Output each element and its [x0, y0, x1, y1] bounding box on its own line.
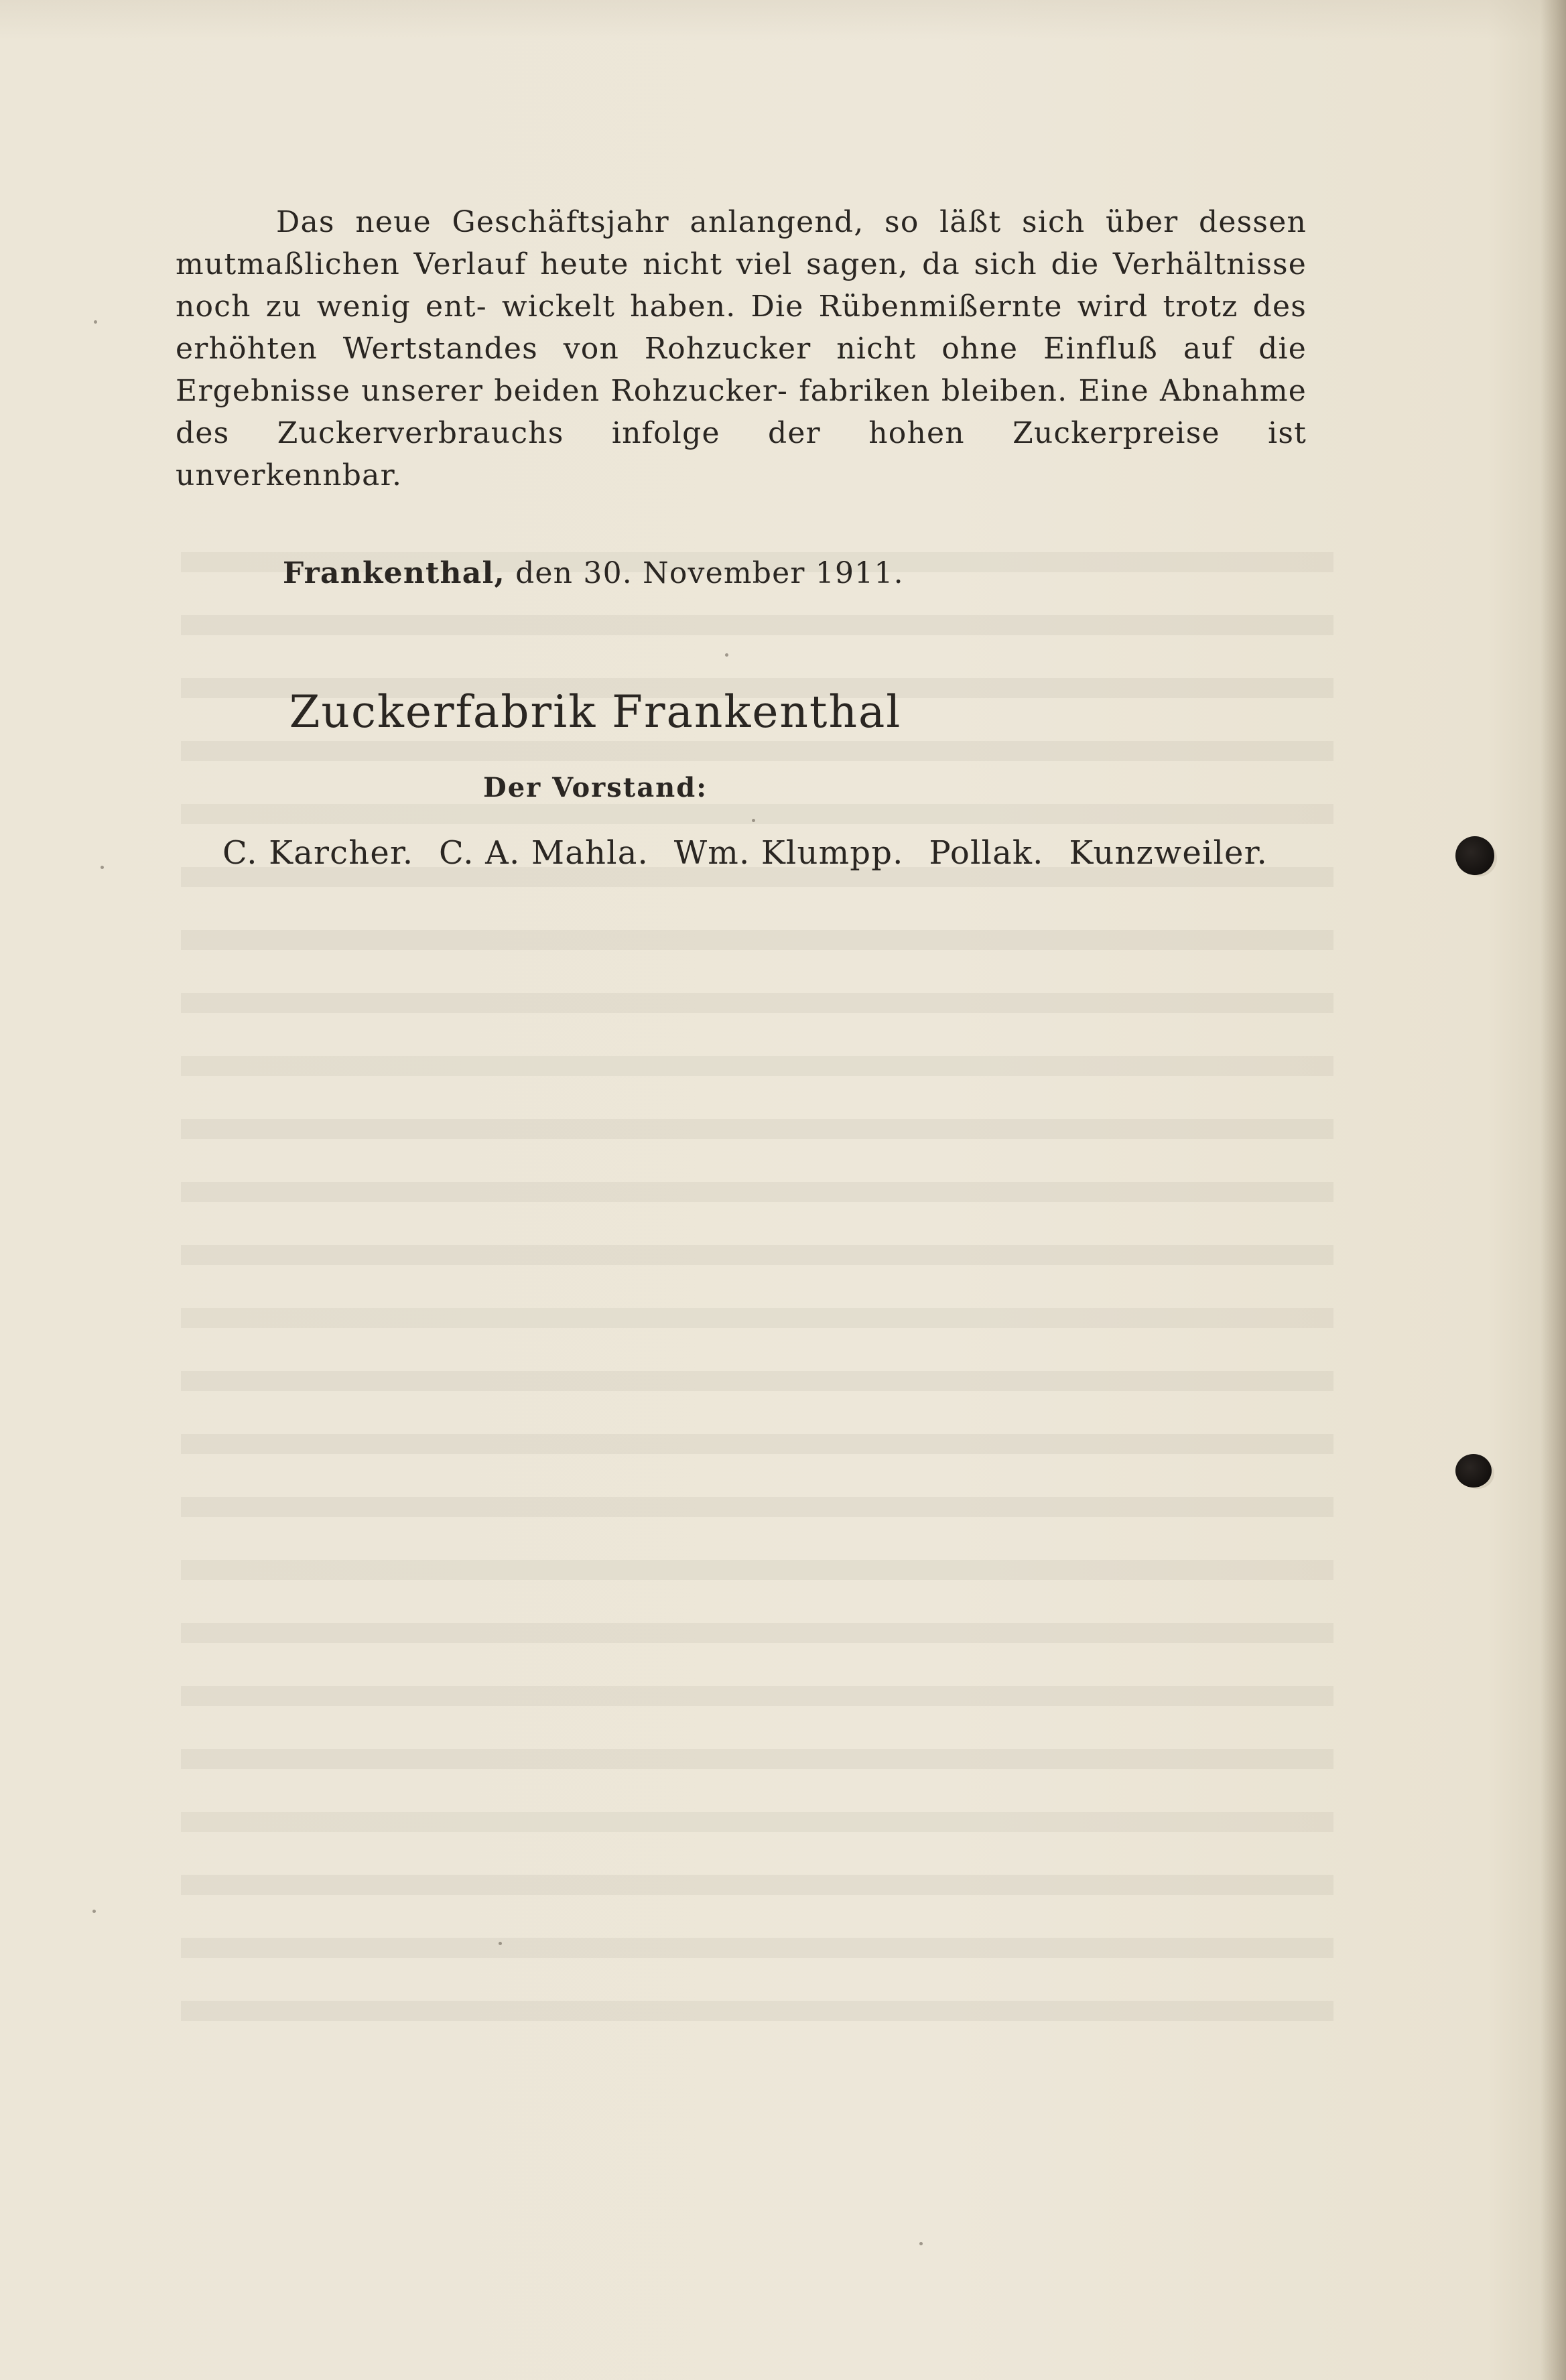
paper-speck — [752, 819, 755, 822]
punch-hole-upper — [1455, 836, 1494, 875]
signatory: C. Karcher. — [222, 834, 414, 872]
paper-speck — [919, 2242, 923, 2245]
signatory: Pollak. — [929, 834, 1044, 872]
punch-hole-lower — [1455, 1454, 1492, 1488]
place-date-line — [283, 553, 904, 594]
paper-speck — [499, 1942, 502, 1945]
date-text: den 30. November 1911. — [515, 556, 904, 590]
body-paragraph — [176, 201, 1307, 497]
place-name: Frankenthal, — [283, 556, 505, 590]
signatories-list — [222, 831, 1268, 875]
paper-speck — [94, 320, 97, 324]
paper-speck — [101, 866, 104, 869]
company-name: Zuckerfabrik Frankenthal — [289, 686, 902, 738]
page-edge-shadow — [1541, 0, 1566, 2380]
signatory: C. A. Mahla. — [438, 834, 649, 872]
page-top-shade — [0, 0, 1566, 40]
signatory: Kunzweiler. — [1069, 834, 1268, 872]
board-label: Der Vorstand: — [483, 772, 708, 803]
paper-speck — [92, 1910, 96, 1913]
body-paragraph-text: Das neue Geschäftsjahr anlangend, so läßt sich über dessen mutmaßlichen Verlauf heute nicht viel sagen, da sich die Verhältnisse noch zu wenig ent- wickelt haben. Die Rübenmißernte wird trotz des erhöhten Wertstandes von Rohzucker nicht ohne Einfluß auf die Ergebnisse unserer beiden Rohzucker- fabriken bleiben. Eine Abnahme des Zuckerverbrauchs infolge der hohen Zuckerpreise ist unverkennbar. — [176, 205, 1307, 492]
signatory: Wm. Klumpp. — [673, 834, 904, 872]
paper-speck — [725, 653, 728, 657]
